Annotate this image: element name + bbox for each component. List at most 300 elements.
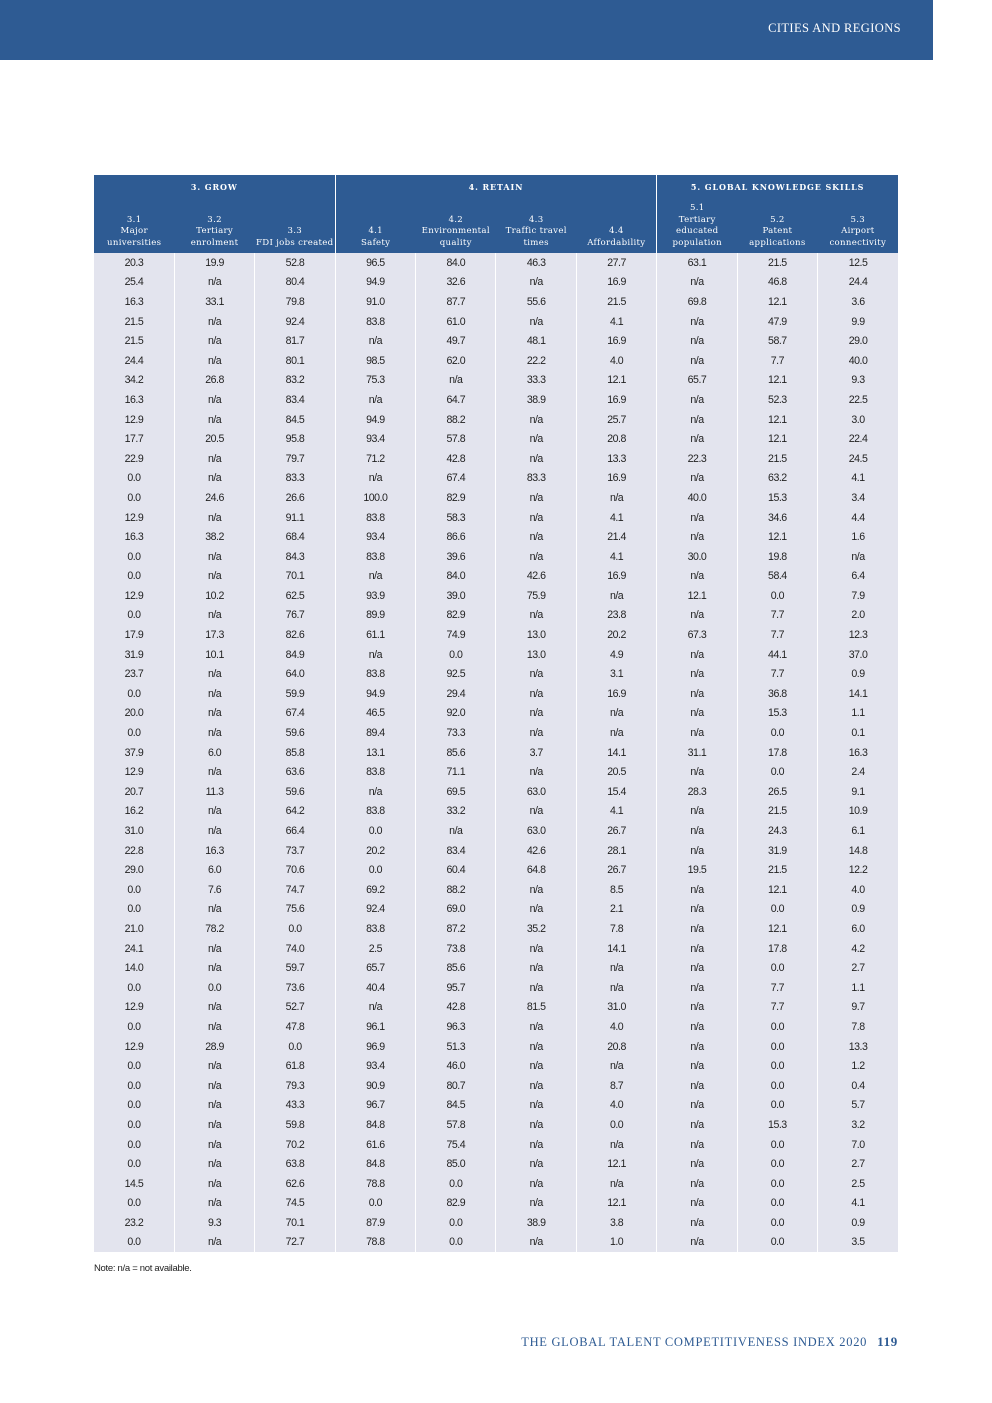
table-cell: 67.4	[255, 704, 335, 724]
table-cell: 63.0	[496, 782, 576, 802]
table-cell: 5.7	[818, 1096, 898, 1116]
table-row	[94, 429, 898, 449]
table-row	[94, 1056, 898, 1076]
table-row	[94, 331, 898, 351]
table-cell: 83.3	[496, 469, 576, 489]
table-row	[94, 1154, 898, 1174]
column-label: Patent applications	[749, 226, 806, 249]
table-cell: 24.4	[94, 351, 174, 371]
table-cell: 0.0	[94, 469, 174, 489]
table-cell: 0.0	[94, 1194, 174, 1214]
table-cell: 59.6	[255, 782, 335, 802]
table-cell: 40.0	[818, 351, 898, 371]
table-cell: 7.9	[818, 586, 898, 606]
table-cell: 83.8	[335, 802, 415, 822]
table-cell: 65.7	[657, 371, 737, 391]
table-cell: 0.0	[737, 1135, 817, 1155]
table-cell: 0.0	[94, 488, 174, 508]
table-cell: 38.9	[496, 1213, 576, 1233]
table-cell: 21.5	[737, 449, 817, 469]
table-cell: 17.9	[94, 625, 174, 645]
table-cell: 12.1	[737, 880, 817, 900]
table-row	[94, 704, 898, 724]
table-cell: 94.9	[335, 273, 415, 293]
table-cell: 0.0	[737, 900, 817, 920]
column-label: Safety	[360, 238, 391, 249]
table-cell: 4.1	[576, 312, 656, 332]
table-cell: n/a	[657, 410, 737, 430]
table-cell: 0.0	[94, 723, 174, 743]
table-cell: n/a	[174, 664, 254, 684]
table-cell: 96.7	[335, 1096, 415, 1116]
table-cell: 27.7	[576, 253, 656, 273]
table-cell: 46.8	[737, 273, 817, 293]
table-cell: 4.0	[576, 1096, 656, 1116]
table-cell: 73.8	[416, 939, 496, 959]
table-row	[94, 860, 898, 880]
table-cell: 91.0	[335, 292, 415, 312]
table-cell: 96.1	[335, 1017, 415, 1037]
table-cell: 87.9	[335, 1213, 415, 1233]
table-cell: 3.7	[496, 743, 576, 763]
table-cell: 16.2	[94, 802, 174, 822]
table-cell: 64.0	[255, 664, 335, 684]
table-cell: 79.7	[255, 449, 335, 469]
table-cell: n/a	[657, 1115, 737, 1135]
table-cell: 26.6	[255, 488, 335, 508]
table-cell: 12.1	[737, 429, 817, 449]
table-cell: 26.7	[576, 821, 656, 841]
table-cell: 0.0	[737, 1154, 817, 1174]
column-number: 4.2	[448, 214, 464, 225]
table-cell: 93.9	[335, 586, 415, 606]
table-cell: 7.8	[576, 919, 656, 939]
table-cell: 12.1	[737, 410, 817, 430]
table-cell: n/a	[657, 978, 737, 998]
table-cell: n/a	[657, 645, 737, 665]
table-cell: 81.7	[255, 331, 335, 351]
table-cell: 70.2	[255, 1135, 335, 1155]
table-cell: 0.0	[737, 1174, 817, 1194]
table-cell: 25.4	[94, 273, 174, 293]
table-row	[94, 410, 898, 430]
table-cell: 75.3	[335, 371, 415, 391]
table-cell: n/a	[576, 1056, 656, 1076]
table-cell: n/a	[496, 1233, 576, 1253]
table-cell: 31.9	[737, 841, 817, 861]
table-cell: 83.4	[416, 841, 496, 861]
table-cell: n/a	[174, 821, 254, 841]
table-cell: 11.3	[174, 782, 254, 802]
table-cell: 0.0	[576, 1115, 656, 1135]
table-cell: n/a	[657, 1194, 737, 1214]
table-cell: 0.0	[737, 1194, 817, 1214]
table-cell: 25.7	[576, 410, 656, 430]
table-cell: 80.4	[255, 273, 335, 293]
table-cell: n/a	[496, 508, 576, 528]
table-cell: 12.5	[818, 253, 898, 273]
table-row	[94, 1017, 898, 1037]
table-cell: 7.7	[737, 625, 817, 645]
table-cell: n/a	[174, 390, 254, 410]
column-label: Airport connectivity	[829, 226, 887, 249]
table-cell: 4.0	[576, 1017, 656, 1037]
table-cell: n/a	[496, 1037, 576, 1057]
table-cell: 4.0	[818, 880, 898, 900]
table-cell: 19.8	[737, 547, 817, 567]
table-cell: 2.1	[576, 900, 656, 920]
group-header-global-knowledge-skills: 5. GLOBAL KNOWLEDGE SKILLS	[657, 175, 898, 198]
table-cell: 59.7	[255, 958, 335, 978]
table-cell: 14.1	[576, 939, 656, 959]
table-cell: 69.8	[657, 292, 737, 312]
table-cell: 0.0	[94, 1233, 174, 1253]
table-cell: 92.0	[416, 704, 496, 724]
table-cell: n/a	[657, 390, 737, 410]
table-cell: 92.5	[416, 664, 496, 684]
table-row	[94, 664, 898, 684]
table-cell: 83.8	[335, 762, 415, 782]
table-cell: 22.5	[818, 390, 898, 410]
column-label: Tertiary enrolment	[190, 226, 239, 249]
table-cell: 69.0	[416, 900, 496, 920]
table-cell: 2.7	[818, 958, 898, 978]
table-cell: 40.0	[657, 488, 737, 508]
table-cell: 21.5	[737, 253, 817, 273]
table-cell: 12.1	[576, 371, 656, 391]
table-cell: n/a	[657, 606, 737, 626]
table-cell: 22.4	[818, 429, 898, 449]
table-cell: 70.1	[255, 567, 335, 587]
table-cell: n/a	[496, 723, 576, 743]
table-cell: 64.7	[416, 390, 496, 410]
table-cell: 65.7	[335, 958, 415, 978]
table-cell: n/a	[496, 900, 576, 920]
table-cell: 13.0	[496, 645, 576, 665]
table-cell: 71.2	[335, 449, 415, 469]
table-cell: 17.3	[174, 625, 254, 645]
table-cell: 21.5	[737, 802, 817, 822]
table-cell: 28.9	[174, 1037, 254, 1057]
table-cell: n/a	[657, 273, 737, 293]
table-cell: n/a	[496, 1154, 576, 1174]
table-cell: 6.0	[818, 919, 898, 939]
table-cell: 33.3	[496, 371, 576, 391]
table-cell: n/a	[657, 1076, 737, 1096]
table-cell: 0.0	[335, 1194, 415, 1214]
table-cell: 84.3	[255, 547, 335, 567]
table-row	[94, 821, 898, 841]
table-cell: 22.2	[496, 351, 576, 371]
table-cell: n/a	[335, 645, 415, 665]
table-row	[94, 586, 898, 606]
table-cell: 4.1	[576, 802, 656, 822]
table-cell: 44.1	[737, 645, 817, 665]
table-cell: 52.8	[255, 253, 335, 273]
table-row	[94, 567, 898, 587]
table-cell: 26.8	[174, 371, 254, 391]
table-cell: 82.9	[416, 1194, 496, 1214]
table-cell: 89.9	[335, 606, 415, 626]
table-cell: 12.1	[737, 371, 817, 391]
table-cell: 2.7	[818, 1154, 898, 1174]
table-cell: 7.8	[818, 1017, 898, 1037]
table-row	[94, 1194, 898, 1214]
table-cell: 29.4	[416, 684, 496, 704]
table-cell: 58.7	[737, 331, 817, 351]
table-cell: 20.2	[335, 841, 415, 861]
table-cell: 13.3	[576, 449, 656, 469]
table-cell: 4.9	[576, 645, 656, 665]
table-cell: 7.7	[737, 606, 817, 626]
table-cell: 83.4	[255, 390, 335, 410]
table-cell: n/a	[496, 1017, 576, 1037]
table-cell: n/a	[496, 429, 576, 449]
table-cell: 0.0	[94, 606, 174, 626]
table-cell: 12.9	[94, 1037, 174, 1057]
table-cell: n/a	[496, 1194, 576, 1214]
table-row	[94, 488, 898, 508]
table-cell: n/a	[496, 312, 576, 332]
table-cell: 0.0	[737, 1017, 817, 1037]
table-cell: 9.7	[818, 998, 898, 1018]
table-cell: 1.0	[576, 1233, 656, 1253]
table-cell: 63.0	[496, 821, 576, 841]
column-header-row	[94, 198, 898, 253]
table-row	[94, 449, 898, 469]
table-cell: 82.6	[255, 625, 335, 645]
table-row	[94, 743, 898, 763]
table-cell: 4.4	[818, 508, 898, 528]
table-row	[94, 998, 898, 1018]
table-cell: 58.3	[416, 508, 496, 528]
column-header	[94, 198, 174, 253]
table-cell: 0.0	[416, 1233, 496, 1253]
group-header-retain: 4. RETAIN	[335, 175, 657, 198]
table-cell: n/a	[657, 900, 737, 920]
table-cell: 0.0	[737, 1233, 817, 1253]
table-cell: 24.1	[94, 939, 174, 959]
table-cell: 83.8	[335, 664, 415, 684]
table-cell: 47.8	[255, 1017, 335, 1037]
table-cell: n/a	[657, 919, 737, 939]
table-cell: 29.0	[94, 860, 174, 880]
table-cell: 37.9	[94, 743, 174, 763]
table-row	[94, 919, 898, 939]
table-cell: 17.8	[737, 939, 817, 959]
table-cell: 94.9	[335, 684, 415, 704]
table-cell: 8.5	[576, 880, 656, 900]
table-cell: n/a	[496, 664, 576, 684]
table-cell: 93.4	[335, 527, 415, 547]
table-cell: n/a	[657, 469, 737, 489]
table-cell: 83.3	[255, 469, 335, 489]
table-cell: 20.3	[94, 253, 174, 273]
table-cell: 13.3	[818, 1037, 898, 1057]
table-cell: 31.0	[576, 998, 656, 1018]
table-cell: 6.0	[174, 860, 254, 880]
table-cell: 63.1	[657, 253, 737, 273]
table-cell: 92.4	[255, 312, 335, 332]
table-cell: n/a	[657, 567, 737, 587]
table-cell: n/a	[416, 821, 496, 841]
table-cell: n/a	[174, 312, 254, 332]
table-cell: 36.8	[737, 684, 817, 704]
table-cell: n/a	[174, 1056, 254, 1076]
table-cell: 96.3	[416, 1017, 496, 1037]
table-cell: n/a	[174, 351, 254, 371]
table-cell: 34.2	[94, 371, 174, 391]
table-cell: n/a	[496, 978, 576, 998]
table-cell: n/a	[576, 958, 656, 978]
table-cell: 19.5	[657, 860, 737, 880]
table-row	[94, 939, 898, 959]
table-cell: 80.7	[416, 1076, 496, 1096]
table-cell: 7.7	[737, 978, 817, 998]
table-row	[94, 1135, 898, 1155]
table-cell: 14.0	[94, 958, 174, 978]
table-cell: 46.3	[496, 253, 576, 273]
table-cell: 70.6	[255, 860, 335, 880]
table-cell: n/a	[657, 1213, 737, 1233]
table-cell: n/a	[496, 704, 576, 724]
table-cell: n/a	[657, 1096, 737, 1116]
table-row	[94, 802, 898, 822]
table-cell: n/a	[496, 880, 576, 900]
table-cell: n/a	[496, 449, 576, 469]
column-number: 4.4	[609, 226, 624, 237]
column-header	[818, 198, 898, 253]
table-cell: 62.6	[255, 1174, 335, 1194]
table-row	[94, 1096, 898, 1116]
table-cell: 38.2	[174, 527, 254, 547]
table-cell: 16.3	[174, 841, 254, 861]
table-cell: 10.1	[174, 645, 254, 665]
table-cell: 100.0	[335, 488, 415, 508]
table-cell: 12.9	[94, 762, 174, 782]
table-cell: n/a	[496, 1135, 576, 1155]
table-cell: 90.9	[335, 1076, 415, 1096]
table-cell: n/a	[496, 762, 576, 782]
table-cell: 20.5	[576, 762, 656, 782]
table-cell: 12.1	[737, 919, 817, 939]
table-cell: n/a	[496, 939, 576, 959]
column-header	[255, 198, 335, 253]
column-number: 5.2	[770, 214, 785, 225]
table-row	[94, 390, 898, 410]
table-cell: n/a	[657, 1135, 737, 1155]
table-cell: 74.7	[255, 880, 335, 900]
column-number: 3.2	[207, 214, 222, 225]
table-cell: 74.9	[416, 625, 496, 645]
table-cell: 31.1	[657, 743, 737, 763]
table-cell: n/a	[657, 1056, 737, 1076]
table-cell: 1.2	[818, 1056, 898, 1076]
column-number: 5.1	[689, 202, 705, 213]
table-cell: 84.8	[335, 1115, 415, 1135]
table-cell: 2.0	[818, 606, 898, 626]
table-row	[94, 645, 898, 665]
table-cell: 83.8	[335, 547, 415, 567]
table-cell: n/a	[174, 606, 254, 626]
table-cell: 69.2	[335, 880, 415, 900]
table-cell: n/a	[657, 802, 737, 822]
table-cell: 29.0	[818, 331, 898, 351]
table-cell: n/a	[496, 1076, 576, 1096]
table-cell: n/a	[657, 508, 737, 528]
column-number: 5.3	[850, 214, 866, 225]
table-cell: 20.2	[576, 625, 656, 645]
table-cell: 10.2	[174, 586, 254, 606]
table-cell: 4.1	[576, 547, 656, 567]
table-cell: n/a	[174, 331, 254, 351]
column-header	[576, 198, 656, 253]
table-cell: 3.8	[576, 1213, 656, 1233]
table-cell: 0.0	[94, 1076, 174, 1096]
table-cell: 6.0	[174, 743, 254, 763]
table-cell: 0.0	[255, 1037, 335, 1057]
table-cell: 9.3	[174, 1213, 254, 1233]
column-label: Affordability	[587, 238, 646, 249]
table-cell: 43.3	[255, 1096, 335, 1116]
table-cell: n/a	[496, 1115, 576, 1135]
table-cell: 0.0	[737, 762, 817, 782]
table-cell: 12.9	[94, 586, 174, 606]
table-cell: 75.9	[496, 586, 576, 606]
table-cell: 2.4	[818, 762, 898, 782]
table-cell: 2.5	[818, 1174, 898, 1194]
table-cell: 75.6	[255, 900, 335, 920]
table-cell: 83.2	[255, 371, 335, 391]
table-cell: 35.2	[496, 919, 576, 939]
table-cell: 16.9	[576, 684, 656, 704]
table-cell: 16.3	[94, 390, 174, 410]
table-cell: 51.3	[416, 1037, 496, 1057]
table-row	[94, 880, 898, 900]
table-cell: n/a	[174, 900, 254, 920]
table-cell: 7.7	[737, 664, 817, 684]
table-cell: n/a	[174, 508, 254, 528]
table-cell: n/a	[657, 1233, 737, 1253]
table-row	[94, 508, 898, 528]
table-cell: n/a	[335, 998, 415, 1018]
table-cell: 4.1	[576, 508, 656, 528]
table-cell: 83.8	[335, 312, 415, 332]
table-cell: 0.0	[416, 1174, 496, 1194]
table-cell: 1.1	[818, 704, 898, 724]
table-cell: 46.5	[335, 704, 415, 724]
table-cell: 15.3	[737, 1115, 817, 1135]
table-row	[94, 292, 898, 312]
table-row	[94, 684, 898, 704]
table-cell: 0.0	[94, 978, 174, 998]
table-cell: 0.0	[737, 958, 817, 978]
table-cell: n/a	[576, 978, 656, 998]
table-cell: 62.0	[416, 351, 496, 371]
table-cell: 79.3	[255, 1076, 335, 1096]
table-cell: n/a	[174, 939, 254, 959]
table-cell: 95.8	[255, 429, 335, 449]
table-cell: 0.0	[94, 567, 174, 587]
table-cell: 22.9	[94, 449, 174, 469]
table-cell: n/a	[657, 723, 737, 743]
table-cell: 63.8	[255, 1154, 335, 1174]
table-cell: n/a	[818, 547, 898, 567]
table-cell: n/a	[657, 351, 737, 371]
table-cell: 8.7	[576, 1076, 656, 1096]
table-row	[94, 762, 898, 782]
table-cell: 64.8	[496, 860, 576, 880]
